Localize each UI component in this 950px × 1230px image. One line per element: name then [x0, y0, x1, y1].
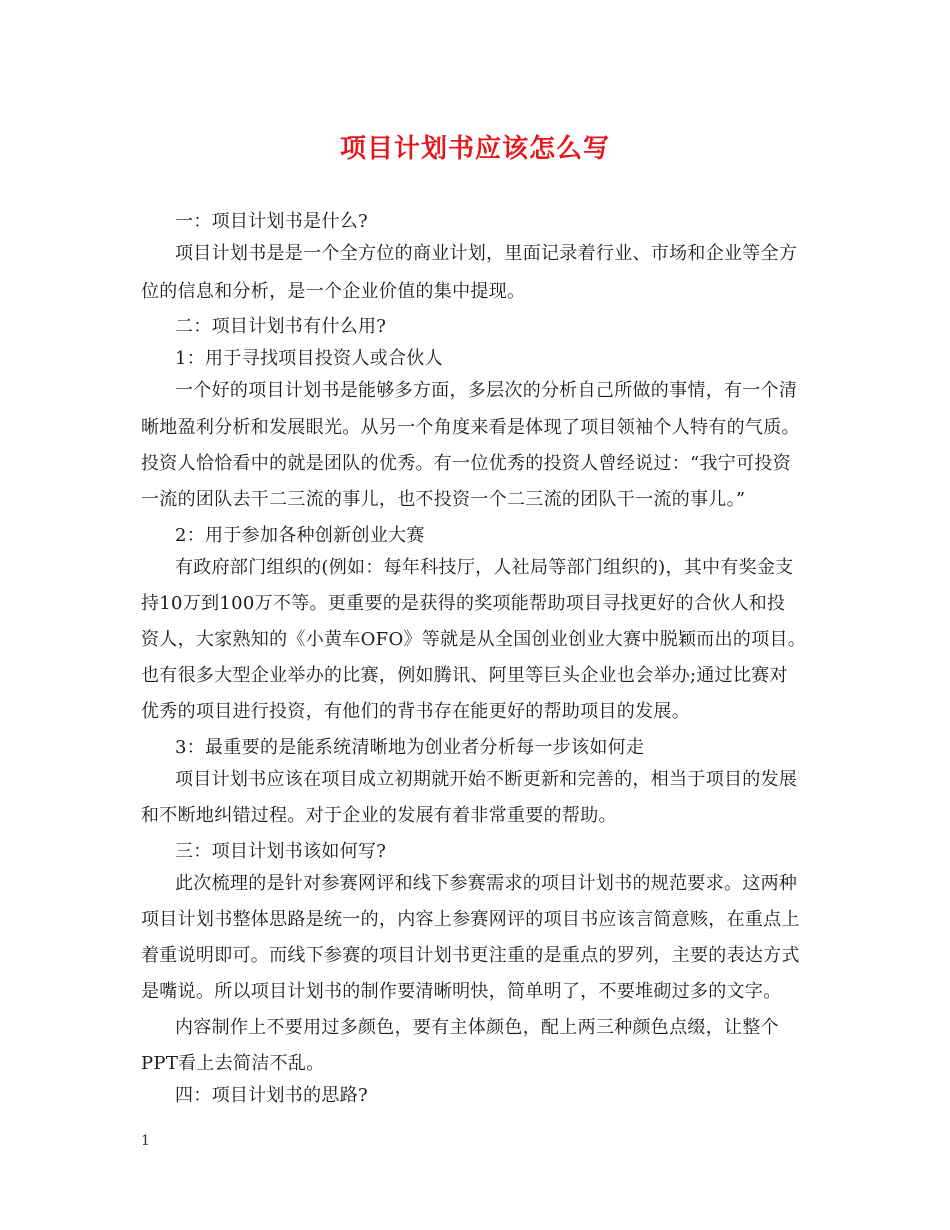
paragraph-line: 也有很多大型企业举办的比赛，例如腾讯、阿里等巨头企业也会举办;通过比赛对 — [141, 665, 788, 686]
paragraph-line: 着重说明即可。而线下参赛的项目计划书更注重的是重点的罗列，主要的表达方式 — [141, 945, 800, 966]
document-title: 项目计划书应该怎么写 — [339, 134, 610, 164]
paragraph-line: 资人，大家熟知的《小黄车OFO》等就是从全国创业创业大赛中脱颖而出的项目。 — [141, 629, 807, 650]
paragraph-line: 晰地盈利分析和发展眼光。从另一个角度来看是体现了项目领袖个人特有的气质。 — [141, 417, 800, 438]
heading-what-is: 一：项目计划书是什么? — [175, 211, 368, 232]
paragraph-line: 是嘴说。所以项目计划书的制作要清晰明快，简单明了，不要堆砌过多的文字。 — [141, 981, 782, 1002]
subheading-competitions: 2：用于参加各种创新创业大赛 — [175, 525, 425, 546]
paragraph-line: 一流的团队去干二三流的事儿，也不投资一个二三流的团队干一流的事儿。” — [141, 489, 746, 510]
heading-approach: 四：项目计划书的思路? — [175, 1085, 368, 1106]
heading-how-write: 三：项目计划书该如何写? — [175, 841, 387, 862]
paragraph-line: 内容制作上不要用过多颜色，要有主体颜色，配上两三种颜色点缀，让整个 — [175, 1017, 779, 1038]
paragraph-line: 持10万到100万不等。更重要的是获得的奖项能帮助项目寻找更好的合伙人和投 — [141, 593, 786, 614]
paragraph-line: 项目计划书应该在项目成立初期就开始不断更新和完善的，相当于项目的发展 — [175, 769, 798, 790]
paragraph-line: 有政府部门组织的(例如：每年科技厅，人社局等部门组织的)，其中有奖金支 — [175, 557, 794, 578]
paragraph-line: 项目计划书是是一个全方位的商业计划，里面记录着行业、市场和企业等全方 — [175, 243, 798, 264]
page-number: 1 — [141, 1133, 150, 1149]
paragraph-line: 投资人恰恰看中的就是团队的优秀。有一位优秀的投资人曾经说过：“我宁可投资 — [141, 453, 791, 474]
paragraph-line: 此次梳理的是针对参赛网评和线下参赛需求的项目计划书的规范要求。这两种 — [175, 873, 798, 894]
paragraph-line: 和不断地纠错过程。对于企业的发展有着非常重要的帮助。 — [141, 805, 617, 826]
heading-what-use: 二：项目计划书有什么用? — [175, 316, 387, 337]
paragraph-line: 一个好的项目计划书是能够多方面，多层次的分析自己所做的事情，有一个清 — [175, 380, 798, 401]
subheading-analysis: 3：最重要的是能系统清晰地为创业者分析每一步该如何走 — [175, 737, 645, 758]
subheading-investors: 1：用于寻找项目投资人或合伙人 — [175, 348, 443, 369]
paragraph-line: 优秀的项目进行投资，有他们的背书存在能更好的帮助项目的发展。 — [141, 701, 690, 722]
paragraph-line: 项目计划书整体思路是统一的，内容上参赛网评的项目书应该言简意赅，在重点上 — [141, 909, 800, 930]
paragraph-line: 位的信息和分析，是一个企业价值的集中提现。 — [141, 281, 526, 302]
paragraph-line: PPT看上去简洁不乱。 — [141, 1053, 325, 1074]
